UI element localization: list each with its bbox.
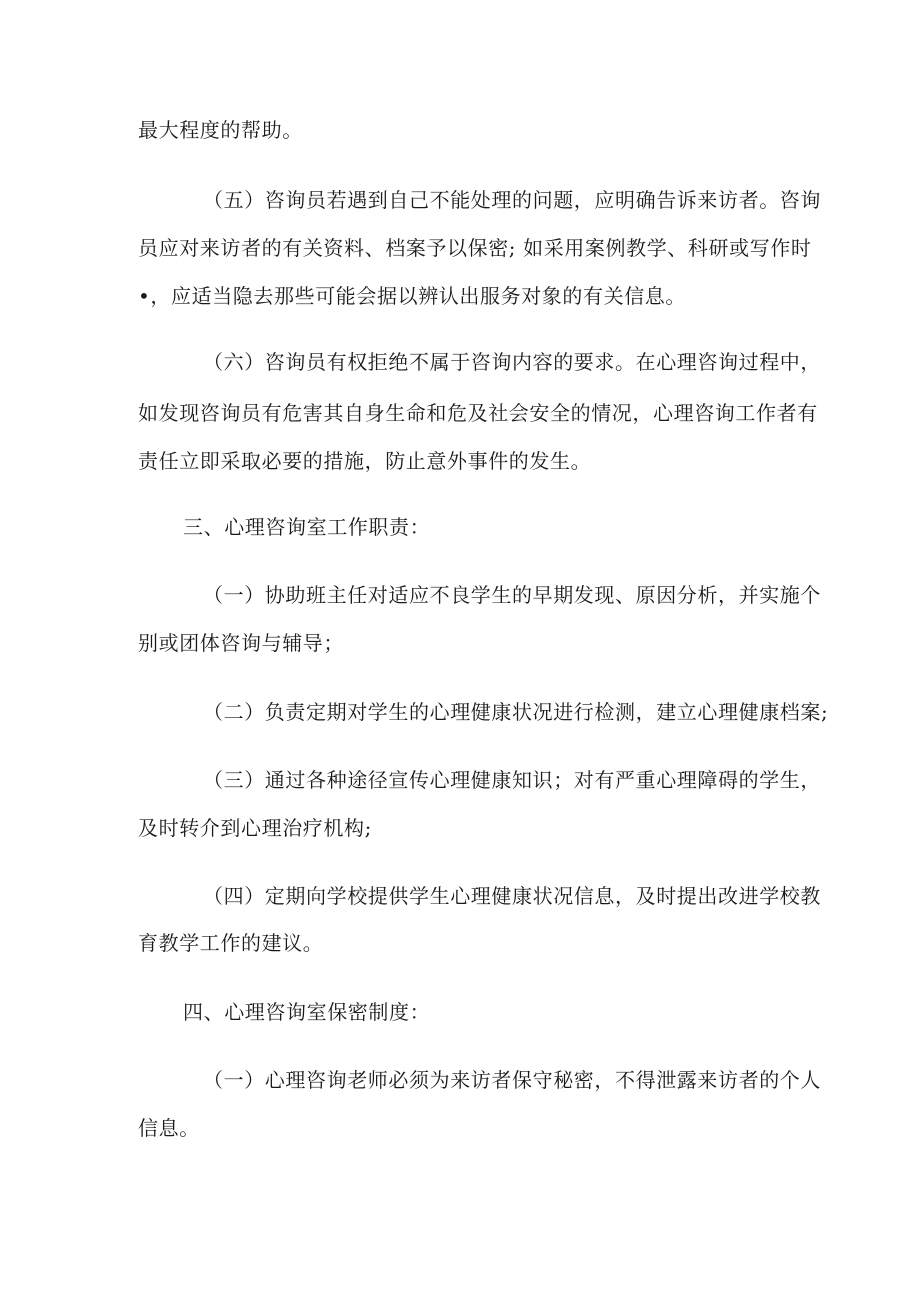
section-heading-four: 四、心理咨询室保密制度： [183, 1000, 431, 1024]
paragraph-six-line-2: 如发现咨询员有危害其自身生命和危及社会安全的情况，心理咨询工作者有 [138, 401, 818, 425]
section-four-item-1-line-2: 信息。 [138, 1116, 200, 1140]
paragraph-five-line-2: 员应对来访者的有关资料、档案予以保密; 如采用案例教学、科研或写作时 [138, 236, 812, 260]
section-three-item-1-line-1: （一）协助班主任对适应不良学生的早期发现、原因分析，并实施个 [203, 583, 821, 607]
paragraph-five-line-3: •，应适当隐去那些可能会据以辨认出服务对象的有关信息。 [138, 284, 686, 308]
section-heading-three: 三、心理咨询室工作职责： [183, 515, 431, 539]
paragraph-six-line-1: （六）咨询员有权拒绝不属于咨询内容的要求。在心理咨询过程中， [203, 350, 821, 374]
section-three-item-3-line-1: （三）通过各种途径宣传心理健康知识；对有严重心理障碍的学生， [203, 768, 821, 792]
section-three-item-4-line-2: 育教学工作的建议。 [138, 931, 324, 955]
section-three-item-3-line-2: 及时转介到心理治疗机构; [138, 816, 372, 840]
section-three-item-2-line-1: （二）负责定期对学生的心理健康状况进行检测，建立心理健康档案; [203, 700, 829, 724]
paragraph-six-line-3: 责任立即采取必要的措施，防止意外事件的发生。 [138, 449, 592, 473]
section-three-item-1-line-2: 别或团体咨询与辅导； [138, 631, 344, 655]
paragraph-continuation-line-1: 最大程度的帮助。 [138, 118, 303, 142]
paragraph-five-line-1: （五）咨询员若遇到自己不能处理的问题，应明确告诉来访者。咨询 [203, 188, 821, 212]
section-three-item-4-line-1: （四）定期向学校提供学生心理健康状况信息，及时提出改进学校教 [203, 884, 821, 908]
section-four-item-1-line-1: （一）心理咨询老师必须为来访者保守秘密，不得泄露来访者的个人 [203, 1068, 821, 1092]
